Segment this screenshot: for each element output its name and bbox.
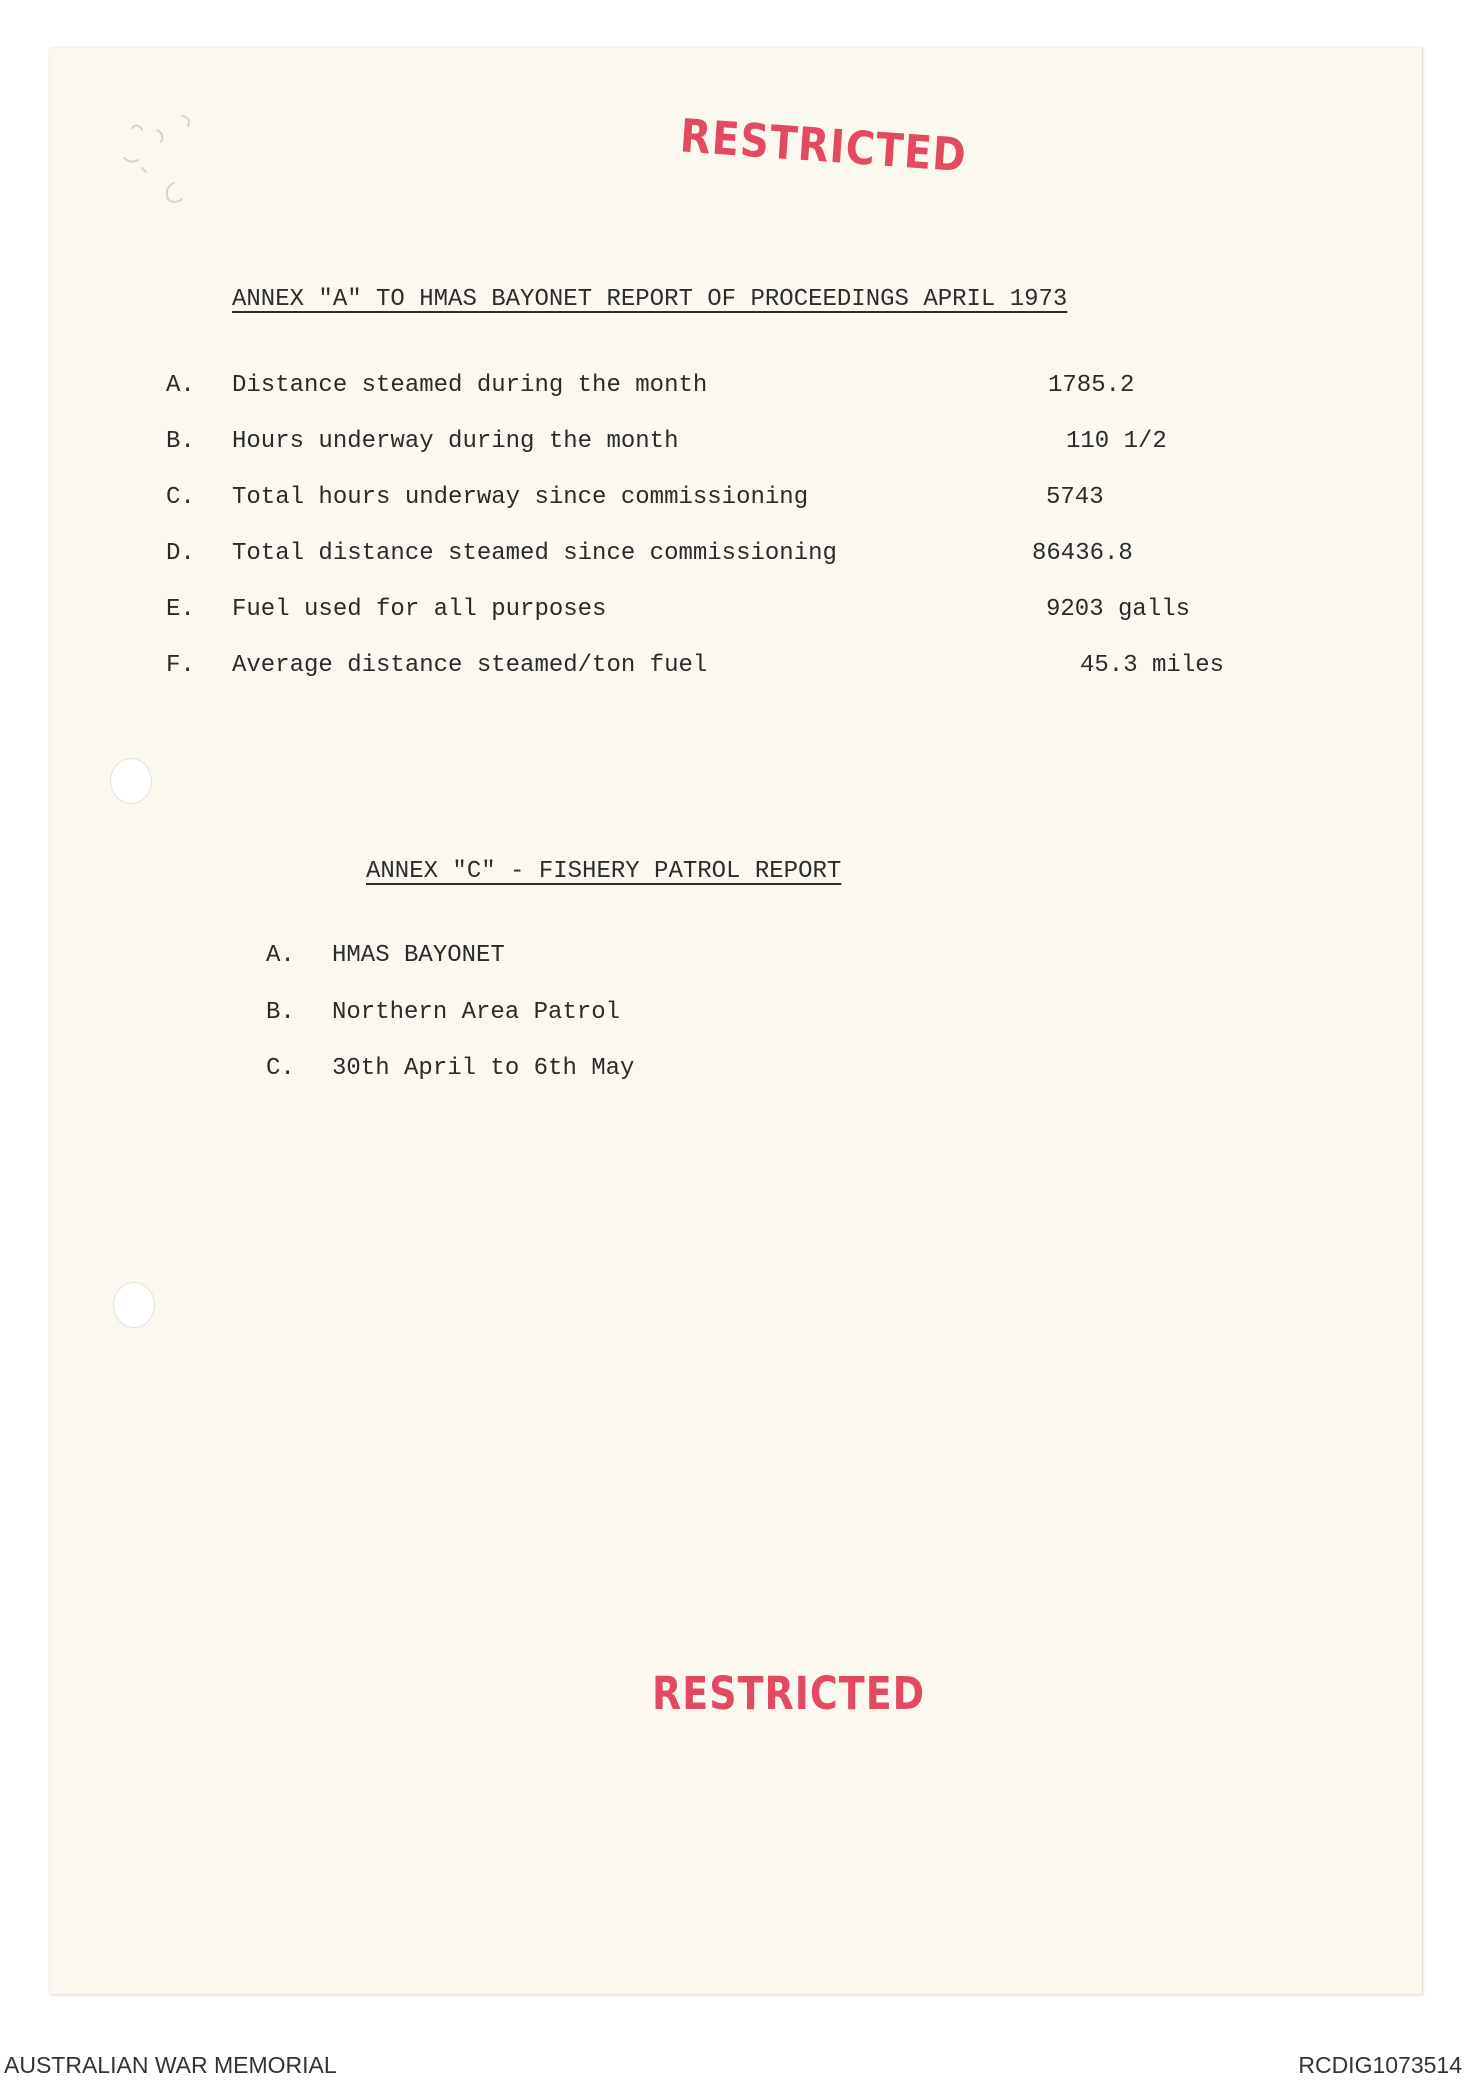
row-label: Hours underway during the month <box>232 428 679 455</box>
row-label: Fuel used for all purposes <box>232 596 607 623</box>
row-letter: A. <box>266 942 295 969</box>
row-text: 30th April to 6th May <box>332 1055 635 1082</box>
row-value: 110 1/2 <box>1066 428 1167 455</box>
row-value: 45.3 miles <box>1080 652 1225 679</box>
row-letter: E. <box>166 596 195 623</box>
row-letter: A. <box>166 372 195 399</box>
row-label: Average distance steamed/ton fuel <box>232 652 708 679</box>
row-value: 5743 <box>1046 484 1104 511</box>
row-letter: B. <box>166 428 195 455</box>
row-label: Distance steamed during the month <box>232 372 708 399</box>
row-letter: D. <box>166 540 195 567</box>
row-label: Total hours underway since commissioning <box>232 484 809 511</box>
row-label: Total distance steamed since commissioning <box>232 540 837 567</box>
row-letter: F. <box>166 652 195 679</box>
row-letter: C. <box>166 484 195 511</box>
row-text: Northern Area Patrol <box>332 999 621 1026</box>
row-letter: C. <box>266 1055 295 1082</box>
archive-id: RCDIG1073514 <box>1298 2052 1462 2078</box>
row-letter: B. <box>266 999 295 1026</box>
punch-hole <box>110 758 152 804</box>
restricted-stamp-top: RESTRICTED <box>678 110 969 183</box>
row-text: HMAS BAYONET <box>332 942 505 969</box>
embossed-seal-mark <box>112 108 222 218</box>
restricted-stamp-bottom: RESTRICTED <box>652 1667 926 1720</box>
annex-c-heading: ANNEX "C" - FISHERY PATROL REPORT <box>366 858 842 885</box>
archive-credit: AUSTRALIAN WAR MEMORIAL <box>4 2052 337 2078</box>
row-value: 86436.8 <box>1032 540 1133 567</box>
row-value: 1785.2 <box>1048 372 1135 399</box>
row-value: 9203 galls <box>1046 596 1191 623</box>
annex-a-heading: ANNEX "A" TO HMAS BAYONET REPORT OF PROCEEDINGS APRIL 1973 <box>232 286 1068 313</box>
punch-hole <box>113 1282 155 1328</box>
